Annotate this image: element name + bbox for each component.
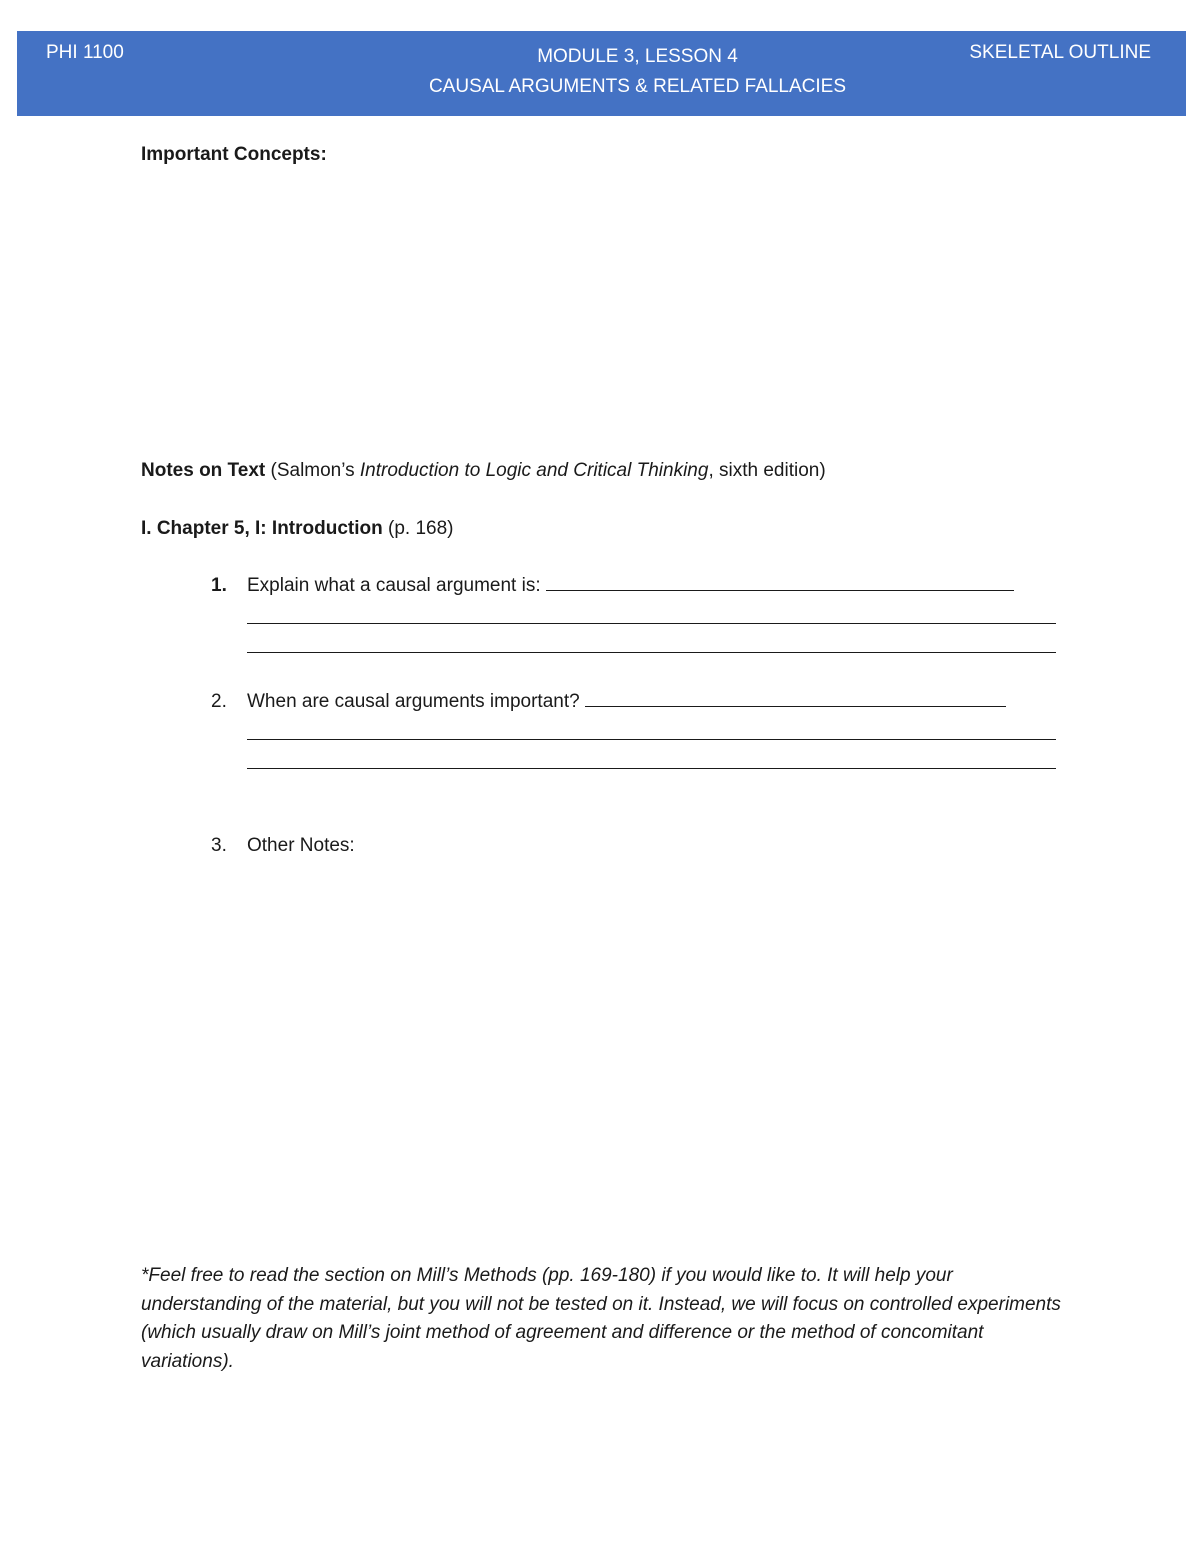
chapter-heading: I. Chapter 5, I: Introduction [141,518,383,539]
chapter-heading-line [141,518,454,540]
question-number: 2. [211,691,227,712]
question-text: When are causal arguments important? [247,691,1006,713]
question-text: Other Notes: [247,835,355,856]
answer-line[interactable] [247,623,1056,624]
question-number: 1. [211,575,227,596]
notes-source-open: (Salmon’s [265,460,360,481]
answer-line[interactable] [247,768,1056,769]
answer-line[interactable] [546,589,1014,591]
answer-line[interactable] [585,705,1006,707]
question-number: 3. [211,835,227,856]
chapter-page-ref: (p. 168) [382,518,454,539]
important-concepts-heading: Important Concepts: [141,144,327,165]
topic-line: CAUSAL ARGUMENTS & RELATED FALLACIES [428,76,847,97]
mills-methods-footnote: *Feel free to read the section on Mill’s Methods (pp. 169-180) if you would like to. It will help your understanding of the material, but you will not be tested on it. Instead, we will focus on controlled experiments (which usually draw on Mill’s joint method of agreement and difference or the method of concomitant variations). [141,1265,1061,1372]
answer-line[interactable] [247,739,1056,740]
question-text: Explain what a causal argument is: [247,575,1014,597]
notes-heading: Notes on Text [141,460,266,481]
notes-source-close: , sixth edition) [708,460,826,481]
notes-on-text [141,460,826,482]
header-banner [17,31,1186,116]
answer-line[interactable] [247,652,1056,653]
module-line: MODULE 3, LESSON 4 [537,46,738,67]
course-code: PHI 1100 [46,42,124,63]
book-title: Introduction to Logic and Critical Thinking [359,460,709,481]
document-type: SKELETAL OUTLINE [969,42,1151,63]
